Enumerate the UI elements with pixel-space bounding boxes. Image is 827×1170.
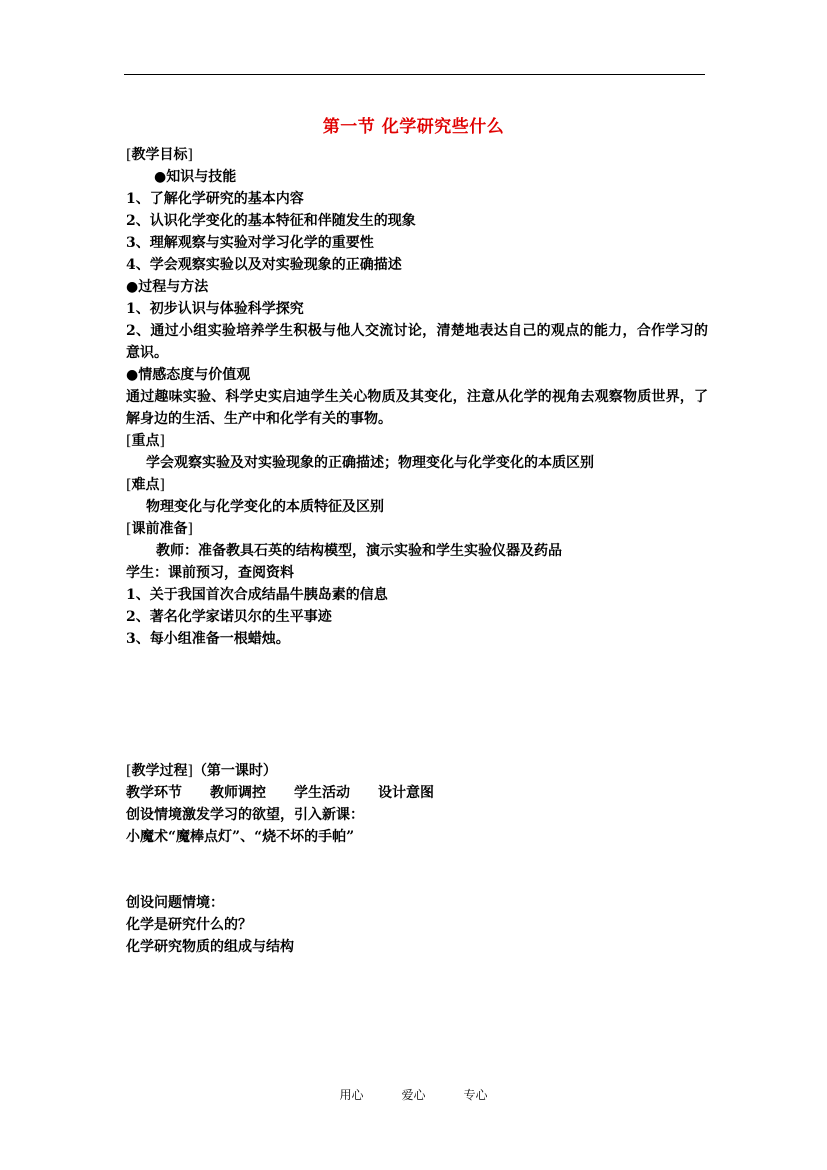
process-method-item: 2、通过小组实验培养学生积极与他人交流讨论，清楚地表达自己的观点的能力，合作学习的意识。	[126, 323, 708, 361]
knowledge-item: 1、了解化学研究的基本内容	[126, 191, 304, 207]
bracket-close: ]	[159, 477, 165, 493]
process-intro: 创设情境激发学习的欲望，引入新课：	[126, 807, 364, 823]
column-label: 教师调控	[210, 785, 266, 801]
preparation-item: 2、著名化学家诺贝尔的生平事迹	[126, 609, 332, 625]
process-heading-suffix: （第一课时）	[192, 763, 277, 779]
column-label: 教学环节	[126, 785, 182, 801]
knowledge-item: 4、学会观察实验以及对实验现象的正确描述	[126, 257, 402, 273]
difficulty-text: 物理变化与化学变化的本质特征及区别	[146, 499, 384, 515]
footer-word: 专心	[463, 1088, 488, 1102]
question-text: 化学是研究什么的？	[126, 917, 252, 933]
preparation-item: 3、每小组准备一根蜡烛。	[126, 631, 290, 647]
process-heading	[126, 760, 708, 782]
bracket-close: ]	[159, 433, 165, 449]
header-rule	[124, 74, 705, 75]
key-point-heading	[126, 430, 708, 452]
column-label: 学生活动	[294, 785, 350, 801]
bracket-open: [	[126, 433, 132, 449]
bracket-open: [	[126, 521, 132, 537]
process-columns	[126, 782, 708, 804]
objectives-heading	[126, 144, 708, 166]
difficulty-heading	[126, 474, 708, 496]
attitude-heading: ●情感态度与价值观	[126, 367, 251, 383]
bracket-close: ]	[187, 763, 193, 779]
key-point-heading-text: 重点	[131, 433, 160, 449]
knowledge-item: 3、理解观察与实验对学习化学的重要性	[126, 235, 374, 251]
process-magic: 小魔术“魔棒点灯”、“烧不坏的手帕”	[126, 829, 355, 845]
attitude-text: 通过趣味实验、科学史实启迪学生关心物质及其变化，注意从化学的视角去观察物质世界，了解身边的生活、生产中和化学有关的事物。	[126, 389, 708, 427]
bracket-open: [	[126, 147, 132, 163]
bracket-open: [	[126, 763, 132, 779]
preparation-heading-text: 课前准备	[131, 521, 188, 537]
preparation-item: 1、关于我国首次合成结晶牛胰岛素的信息	[126, 587, 388, 603]
preparation-heading	[126, 518, 708, 540]
page-title: 第一节 化学研究些什么	[322, 117, 505, 137]
knowledge-item: 2、认识化学变化的基本特征和伴随发生的现象	[126, 213, 416, 229]
column-label: 设计意图	[378, 785, 434, 801]
spacer	[126, 650, 708, 760]
knowledge-heading: ●知识与技能	[154, 169, 237, 185]
page-footer	[0, 1086, 827, 1103]
document-body	[126, 144, 708, 958]
bracket-open: [	[126, 477, 132, 493]
spacer	[126, 848, 708, 892]
process-method-heading: ●过程与方法	[126, 279, 209, 295]
question-intro: 创设问题情境：	[126, 895, 224, 911]
process-method-item: 1、初步认识与体验科学探究	[126, 301, 304, 317]
key-point-text: 学会观察实验及对实验现象的正确描述；物理变化与化学变化的本质区别	[146, 455, 594, 471]
process-heading-text: 教学过程	[131, 763, 188, 779]
bracket-close: ]	[187, 521, 193, 537]
bracket-close: ]	[187, 147, 193, 163]
preparation-student: 学生：课前预习，查阅资料	[126, 565, 294, 581]
footer-word: 用心	[339, 1088, 364, 1102]
preparation-teacher: 教师：准备教具石英的结构模型，演示实验和学生实验仪器及药品	[156, 543, 562, 559]
objectives-heading-text: 教学目标	[131, 147, 188, 163]
footer-word: 爱心	[401, 1088, 426, 1102]
answer-text: 化学研究物质的组成与结构	[126, 939, 294, 955]
difficulty-heading-text: 难点	[131, 477, 160, 493]
